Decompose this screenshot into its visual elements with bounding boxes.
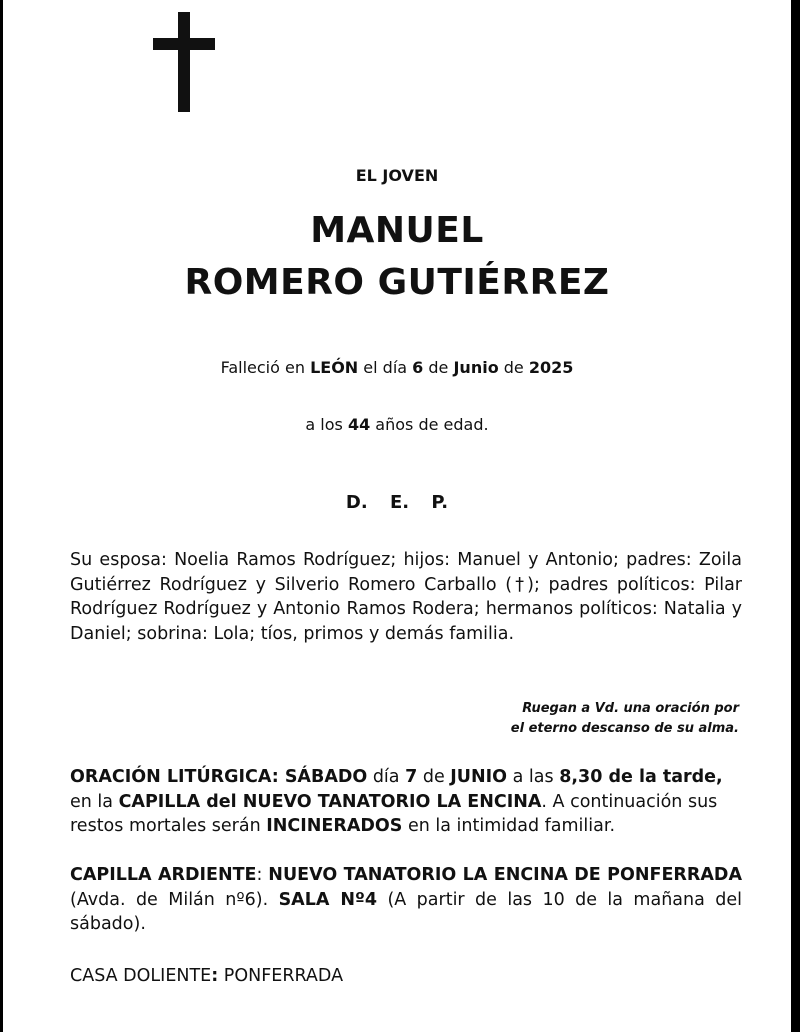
deceased-prefix: EL JOVEN (355, 166, 439, 185)
dep-abbreviation: D. E. P. (345, 492, 449, 513)
prayer-request: Ruegan a Vd. una oración por el eterno descanso de su alma. (510, 701, 739, 736)
mourning-house: CASA DOLIENTE: PONFERRADA (70, 966, 344, 986)
death-statement: Falleció en LEÓN el día 6 de Junio de 2025 (220, 358, 574, 377)
family-paragraph: Su esposa: Noelia Ramos Rodríguez; hijos: Manuel y Antonio; padres: Zoila Gutiérrez Rodríguez y Silverio Romero Carballo (†); padres políticos: Pilar Rodríguez Rodríguez y Antonio Ramos Rodera; hermanos políticos: Natalia y Daniel; sobrina: Lola; tíos, primos y demás familia. (70, 550, 742, 644)
liturgical-prayer-paragraph: ORACIÓN LITÚRGICA: SÁBADO día 7 de JUNIO a las 8,30 de la tarde, en la CAPILLA del NUEVO TANATORIO LA ENCINA. A continuación sus restos mortales serán INCINERADOS en la intimidad familiar. (70, 767, 723, 836)
funeral-chapel-paragraph: CAPILLA ARDIENTE: NUEVO TANATORIO LA ENCINA DE PONFERRADA (Avda. de Milán nº6). SALA Nº4 (A partir de las 10 de la mañana del sábado). (70, 865, 742, 934)
cross-icon (153, 12, 215, 112)
age-statement: a los 44 años de edad. (305, 415, 489, 434)
deceased-surnames: ROMERO GUTIÉRREZ (184, 262, 610, 303)
deceased-first-name: MANUEL (310, 210, 484, 251)
obituary-page (3, 0, 791, 1032)
